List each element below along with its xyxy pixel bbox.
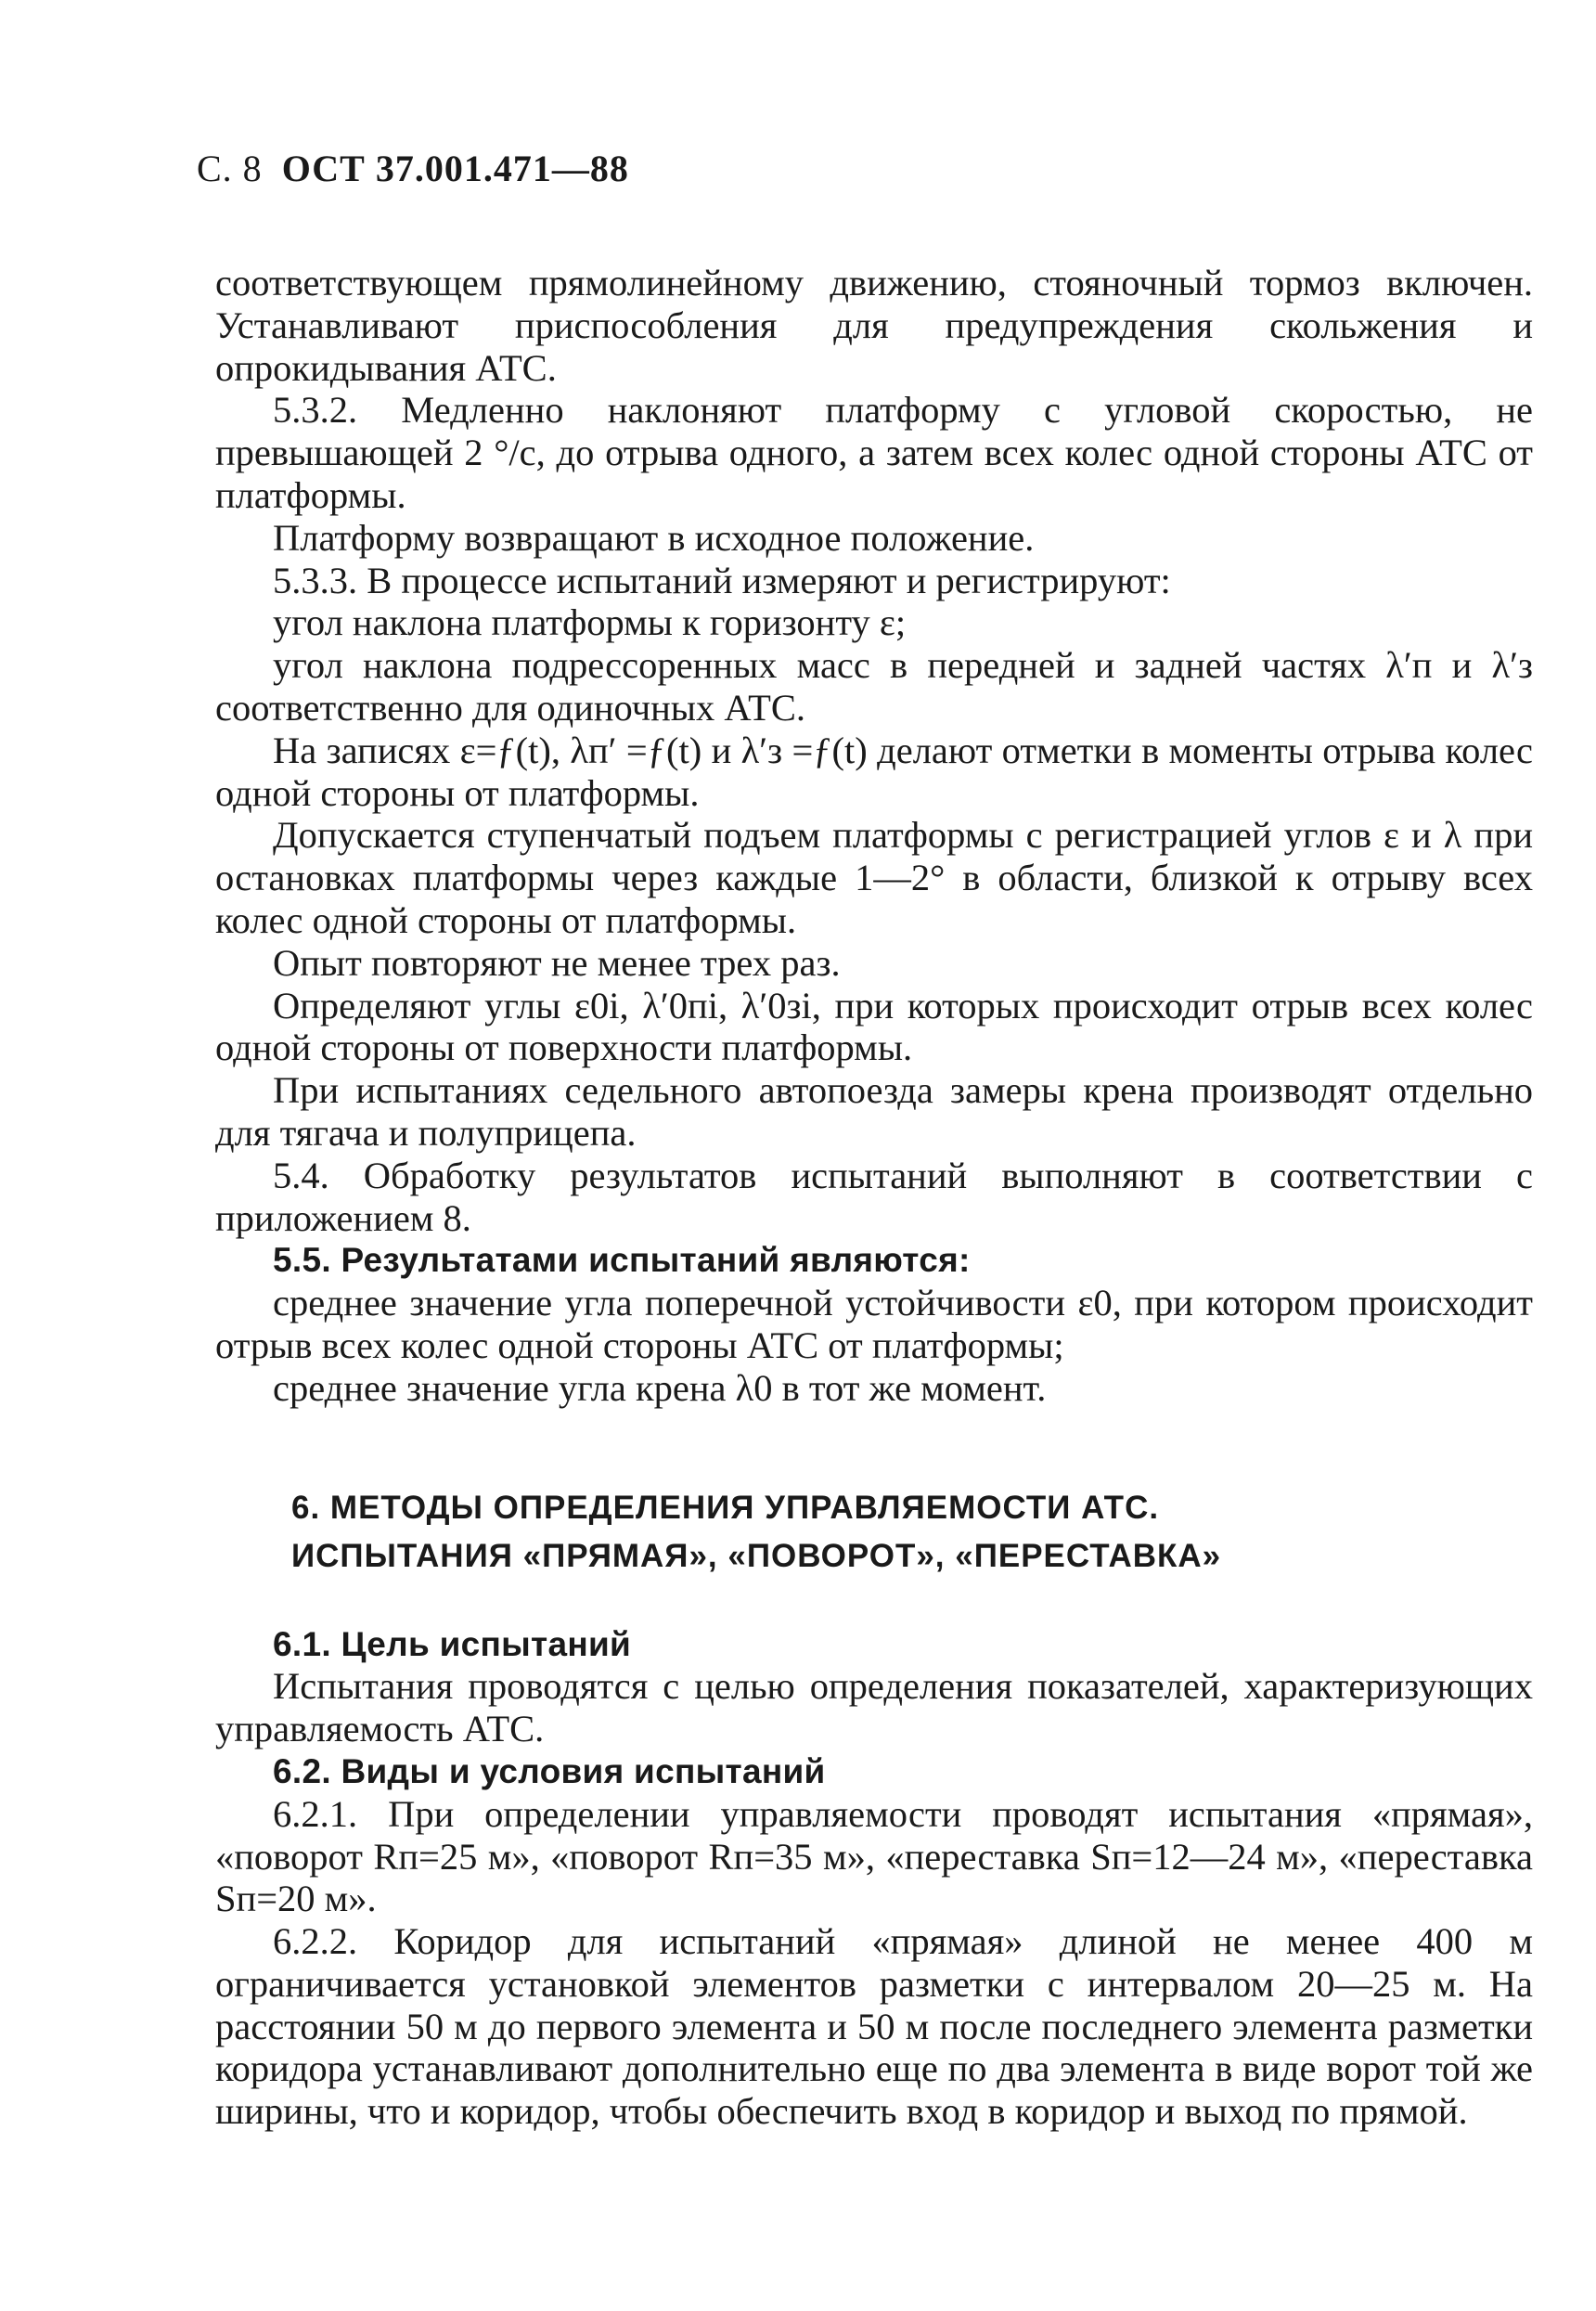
- paragraph: угол наклона подрессоренных масс в передней и задней частях λ′п и λ′з соответственно для одиночных АТС.: [215, 644, 1533, 729]
- doc-number: ОСТ 37.001.471—88: [281, 148, 629, 189]
- paragraph: Платформу возвращают в исходное положение.: [273, 516, 1035, 559]
- page-header: [197, 147, 629, 190]
- paragraph: 5.3.3. В процессе испытаний измеряют и регистрируют:: [273, 559, 1171, 601]
- results-heading: 5.5. Результатами испытаний являются:: [273, 1241, 971, 1280]
- paragraph: 6.2.2. Коридор для испытаний «прямая» длиной не менее 400 м ограничивается установкой элементов разметки с интервалом 20—25 м. На расстоянии 50 м до первого элемента и 50 м после последнего элемента разметки коридора устанавливают дополнительно еще по два элемента в виде ворот той же ширины, что и коридор, чтобы обеспечить вход в коридор и выход по прямой.: [215, 1920, 1533, 2133]
- paragraph: 6.2.1. При определении управляемости проводят испытания «прямая», «поворот Rп=25 м», «поворот Rп=35 м», «переставка Sп=12—24 м», «переставка Sп=20 м».: [215, 1792, 1533, 1920]
- paragraph: Определяют углы ε0i, λ′0пi, λ′0зi, при которых происходит отрыв всех колес одной стороны от поверхности платформы.: [215, 984, 1533, 1069]
- spacer: [215, 1581, 1533, 1623]
- paragraph: Испытания проводятся с целью определения показателей, характеризующих управляемость АТС.: [215, 1665, 1533, 1750]
- subsection-heading-6-2: 6.2. Виды и условия испытаний: [273, 1751, 826, 1790]
- paragraph: соответствующем прямолинейному движению, стояночный тормоз включен. Устанавливают приспособления для предупреждения скольжения и опрокидывания АТС.: [215, 262, 1533, 389]
- paragraph: 5.3.2. Медленно наклоняют платформу с угловой скоростью, не превышающей 2 °/с, до отрыва одного, а затем всех колес одной стороны АТС от платформы.: [215, 389, 1533, 516]
- section-title-line2: ИСПЫТАНИЯ «ПРЯМАЯ», «ПОВОРОТ», «ПЕРЕСТАВКА»: [291, 1537, 1222, 1574]
- paragraph: При испытаниях седельного автопоезда замеры крена производят отдельно для тягача и полуприцепа.: [215, 1069, 1533, 1154]
- paragraph: среднее значение угла крена λ0 в тот же момент.: [273, 1366, 1047, 1409]
- paragraph: Допускается ступенчатый подъем платформы с регистрацией углов ε и λ при остановках платформы через каждые 1—2° в области, близкой к отрыву всех колес одной стороны от платформы.: [215, 814, 1533, 941]
- paragraph: среднее значение угла поперечной устойчивости ε0, при котором происходит отрыв всех колес одной стороны АТС от платформы;: [215, 1282, 1533, 1366]
- subsection-heading-6-1: 6.1. Цель испытаний: [273, 1624, 632, 1663]
- page-body: [215, 262, 1533, 2133]
- paragraph: угол наклона платформы к горизонту ε;: [273, 601, 907, 644]
- paragraph: На записях ε=ƒ(t), λп′ =ƒ(t) и λ′з =ƒ(t) делают отметки в моменты отрыва колес одной стороны от платформы.: [215, 729, 1533, 814]
- paragraph: 5.4. Обработку результатов испытаний выполняют в соответствии с приложением 8.: [215, 1154, 1533, 1239]
- spacer: [215, 1410, 1533, 1484]
- paragraph: Опыт повторяют не менее трех раз.: [273, 941, 841, 984]
- section-title-line1: 6. МЕТОДЫ ОПРЕДЕЛЕНИЯ УПРАВЛЯЕМОСТИ АТС.: [291, 1489, 1160, 1526]
- page-number: С. 8: [197, 148, 263, 189]
